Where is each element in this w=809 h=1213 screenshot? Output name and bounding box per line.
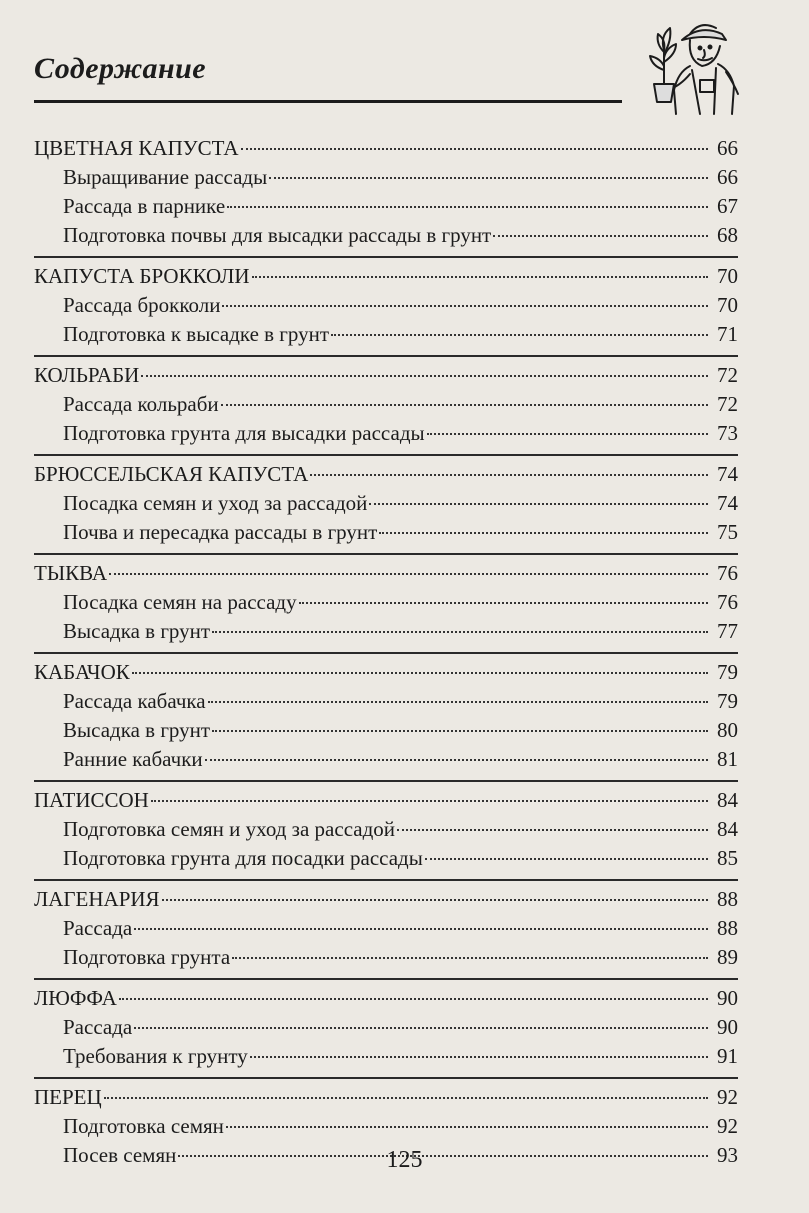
page-ref: 92 <box>717 1085 738 1109</box>
page-ref: 84 <box>717 788 738 812</box>
subentry-label: Подготовка к высадке в грунт <box>63 322 330 346</box>
page-ref: 66 <box>717 136 738 160</box>
subentry-label: Посев семян <box>63 1143 177 1167</box>
dot-leader <box>369 503 708 505</box>
toc-subentry <box>34 687 738 716</box>
dot-leader <box>397 829 708 831</box>
page-ref: 90 <box>717 1015 738 1039</box>
toc-section <box>34 654 738 782</box>
toc-section <box>34 456 738 555</box>
subentry-label: Выращивание рассады <box>63 165 268 189</box>
toc-subentry <box>34 914 738 943</box>
toc-chapter-entry <box>34 885 738 914</box>
page-ref: 79 <box>717 689 738 713</box>
page-ref: 91 <box>717 1044 738 1068</box>
page-ref: 76 <box>717 561 738 585</box>
subentry-label: Требования к грунту <box>63 1044 248 1068</box>
toc-subentry <box>34 617 738 646</box>
subentry-label: Рассада кольраби <box>63 392 219 416</box>
page-ref: 76 <box>717 590 738 614</box>
toc-subentry <box>34 163 738 192</box>
dot-leader <box>134 928 708 930</box>
subentry-label: Подготовка грунта для посадки рассады <box>63 846 423 870</box>
page-ref: 71 <box>717 322 738 346</box>
dot-leader <box>425 858 708 860</box>
page-ref: 73 <box>717 421 738 445</box>
chapter-title: ЦВЕТНАЯ КАПУСТА <box>34 136 239 160</box>
dot-leader <box>134 1027 708 1029</box>
page-ref: 89 <box>717 945 738 969</box>
subentry-label: Подготовка почвы для высадки рассады в грунт <box>63 223 492 247</box>
dot-leader <box>427 433 708 435</box>
page-ref: 81 <box>717 747 738 771</box>
page-title: Содержание <box>34 52 207 85</box>
page-ref: 70 <box>717 293 738 317</box>
toc-section <box>34 258 738 357</box>
toc-subentry <box>34 221 738 250</box>
gardener-with-seedling-icon <box>630 10 745 120</box>
toc-chapter-entry <box>34 658 738 687</box>
page-ref: 74 <box>717 462 738 486</box>
chapter-title: ПАТИССОН <box>34 788 149 812</box>
page-ref: 79 <box>717 660 738 684</box>
subentry-label: Рассада брокколи <box>63 293 221 317</box>
chapter-title: ЛЮФФА <box>34 986 117 1010</box>
page-ref: 88 <box>717 916 738 940</box>
toc-chapter-entry <box>34 361 738 390</box>
page-ref: 70 <box>717 264 738 288</box>
toc-subentry <box>34 844 738 873</box>
page-ref: 68 <box>717 223 738 247</box>
toc-chapter-entry <box>34 262 738 291</box>
page-number: 125 <box>386 1147 423 1173</box>
dot-leader <box>104 1097 708 1099</box>
toc-subentry <box>34 518 738 547</box>
subentry-label: Рассада <box>63 1015 133 1039</box>
page-ref: 88 <box>717 887 738 911</box>
page-ref: 90 <box>717 986 738 1010</box>
toc-section <box>34 357 738 456</box>
subentry-label: Рассада <box>63 916 133 940</box>
page-ref: 72 <box>717 363 738 387</box>
chapter-title: ЛАГЕНАРИЯ <box>34 887 160 911</box>
chapter-title: КОЛЬРАБИ <box>34 363 140 387</box>
dot-leader <box>227 206 708 208</box>
chapter-title: КАПУСТА БРОККОЛИ <box>34 264 250 288</box>
subentry-label: Ранние кабачки <box>63 747 203 771</box>
toc-section <box>34 555 738 654</box>
toc-chapter-entry <box>34 1083 738 1112</box>
toc-subentry <box>34 815 738 844</box>
toc-subentry <box>34 291 738 320</box>
toc-subentry <box>34 1013 738 1042</box>
dot-leader <box>212 730 708 732</box>
dot-leader <box>232 957 708 959</box>
subentry-label: Рассада в парнике <box>63 194 226 218</box>
toc-chapter-entry <box>34 134 738 163</box>
toc-section <box>34 130 738 258</box>
toc-section <box>34 782 738 881</box>
toc-chapter-entry <box>34 559 738 588</box>
subentry-label: Высадка в грунт <box>63 619 211 643</box>
dot-leader <box>252 276 708 278</box>
toc-subentry <box>34 716 738 745</box>
toc-subentry <box>34 943 738 972</box>
dot-leader <box>151 800 708 802</box>
dot-leader <box>132 672 708 674</box>
page-ref: 85 <box>717 846 738 870</box>
page-ref: 77 <box>717 619 738 643</box>
toc-chapter-entry <box>34 460 738 489</box>
subentry-label: Подготовка грунта для высадки рассады <box>63 421 425 445</box>
dot-leader <box>141 375 708 377</box>
page-ref: 84 <box>717 817 738 841</box>
page-ref: 80 <box>717 718 738 742</box>
toc-chapter-entry <box>34 984 738 1013</box>
page-ref: 67 <box>717 194 738 218</box>
subentry-label: Подготовка семян и уход за рассадой <box>63 817 396 841</box>
toc-subentry <box>34 1042 738 1071</box>
dot-leader <box>493 235 708 237</box>
page-ref: 74 <box>717 491 738 515</box>
page-ref: 66 <box>717 165 738 189</box>
dot-leader <box>379 532 708 534</box>
toc-subentry <box>34 320 738 349</box>
dot-leader <box>222 305 708 307</box>
dot-leader <box>331 334 708 336</box>
subentry-label: Посадка семян и уход за рассадой <box>63 491 368 515</box>
page-ref: 75 <box>717 520 738 544</box>
toc-subentry <box>34 192 738 221</box>
chapter-title: ПЕРЕЦ <box>34 1085 102 1109</box>
toc-subentry <box>34 1112 738 1141</box>
dot-leader <box>310 474 708 476</box>
page-ref: 93 <box>717 1143 738 1167</box>
subentry-label: Подготовка семян <box>63 1114 224 1138</box>
dot-leader <box>241 148 708 150</box>
toc-subentry <box>34 588 738 617</box>
table-of-contents <box>34 130 738 1176</box>
title-rule <box>34 100 622 103</box>
chapter-title: БРЮССЕЛЬСКАЯ КАПУСТА <box>34 462 309 486</box>
dot-leader <box>208 701 708 703</box>
chapter-title: КАБАЧОК <box>34 660 130 684</box>
toc-subentry <box>34 419 738 448</box>
subentry-label: Высадка в грунт <box>63 718 211 742</box>
page-ref: 72 <box>717 392 738 416</box>
dot-leader <box>205 759 708 761</box>
subentry-label: Почва и пересадка рассады в грунт <box>63 520 378 544</box>
dot-leader <box>162 899 708 901</box>
toc-subentry <box>34 390 738 419</box>
subentry-label: Подготовка грунта <box>63 945 231 969</box>
toc-subentry <box>34 745 738 774</box>
page-ref: 92 <box>717 1114 738 1138</box>
dot-leader <box>212 631 708 633</box>
dot-leader <box>221 404 708 406</box>
dot-leader <box>119 998 708 1000</box>
toc-chapter-entry <box>34 786 738 815</box>
dot-leader <box>299 602 708 604</box>
dot-leader <box>250 1056 708 1058</box>
dot-leader <box>269 177 708 179</box>
toc-subentry <box>34 489 738 518</box>
chapter-title: ТЫКВА <box>34 561 107 585</box>
toc-section <box>34 881 738 980</box>
subentry-label: Рассада кабачка <box>63 689 206 713</box>
toc-section <box>34 980 738 1079</box>
dot-leader <box>226 1126 708 1128</box>
subentry-label: Посадка семян на рассаду <box>63 590 297 614</box>
dot-leader <box>109 573 708 575</box>
